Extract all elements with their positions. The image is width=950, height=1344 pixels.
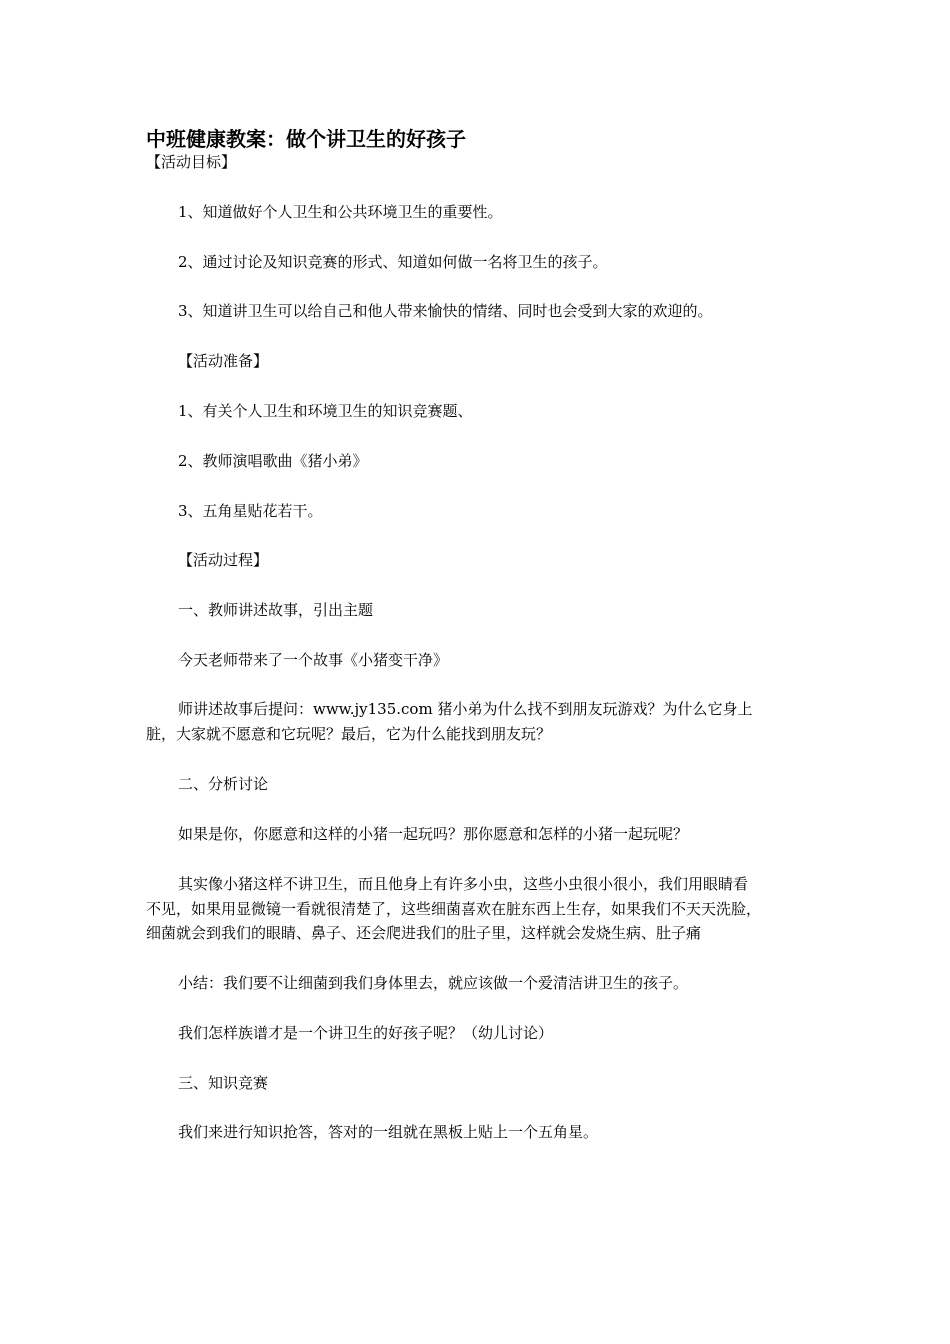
discussion-line-2: 不见，如果用显微镜一看就很清楚了，这些细菌喜欢在脏东西上生存，如果我们不天天洗脸，	[146, 900, 762, 918]
document-title: 中班健康教案：做个讲卫生的好孩子	[146, 127, 466, 151]
story-text: 今天老师带来了一个故事《小猪变干净》	[178, 651, 449, 669]
step-heading-2: 二、分析讨论	[178, 775, 269, 793]
discussion-text-3: 我们怎样族谱才是一个讲卫生的好孩子呢？（幼儿讨论）	[178, 1024, 554, 1042]
goal-item-3: 3、知道讲卫生可以给自己和他人带来愉快的情绪、同时也会受到大家的欢迎的。	[178, 302, 713, 320]
goal-item-1: 1、知道做好个人卫生和公共环境卫生的重要性。	[178, 203, 503, 221]
discussion-text-1: 如果是你，你愿意和这样的小猪一起玩吗？那你愿意和怎样的小猪一起玩呢？	[178, 825, 689, 843]
step-heading-3: 三、知识竞赛	[178, 1074, 269, 1092]
section-heading-process: 【活动过程】	[178, 551, 269, 569]
step-heading-1: 一、教师讲述故事，引出主题	[178, 601, 374, 619]
question-line-2: 脏，大家就不愿意和它玩呢？最后，它为什么能找到朋友玩？	[146, 725, 552, 743]
question-line-1: 师讲述故事后提问：www.jy135.com 猪小弟为什么找不到朋友玩游戏？为什么它身上	[178, 700, 753, 718]
discussion-line-1: 其实像小猪这样不讲卫生，而且他身上有许多小虫，这些小虫很小很小，我们用眼睛看	[178, 875, 749, 893]
section-heading-preparation: 【活动准备】	[178, 352, 269, 370]
section-heading-goals: 【活动目标】	[146, 153, 237, 171]
prep-item-2: 2、教师演唱歌曲《猪小弟》	[178, 452, 368, 470]
goal-item-2: 2、通过讨论及知识竞赛的形式、知道如何做一名将卫生的孩子。	[178, 253, 608, 271]
discussion-line-3: 细菌就会到我们的眼睛、鼻子、还会爬进我们的肚子里，这样就会发烧生病、肚子痛	[146, 924, 702, 942]
prep-item-3: 3、五角星贴花若干。	[178, 502, 323, 520]
quiz-text: 我们来进行知识抢答，答对的一组就在黑板上贴上一个五角星。	[178, 1123, 599, 1141]
prep-item-1: 1、有关个人卫生和环境卫生的知识竞赛题、	[178, 402, 473, 420]
summary-text: 小结：我们要不让细菌到我们身体里去，就应该做一个爱清洁讲卫生的孩子。	[178, 974, 689, 992]
